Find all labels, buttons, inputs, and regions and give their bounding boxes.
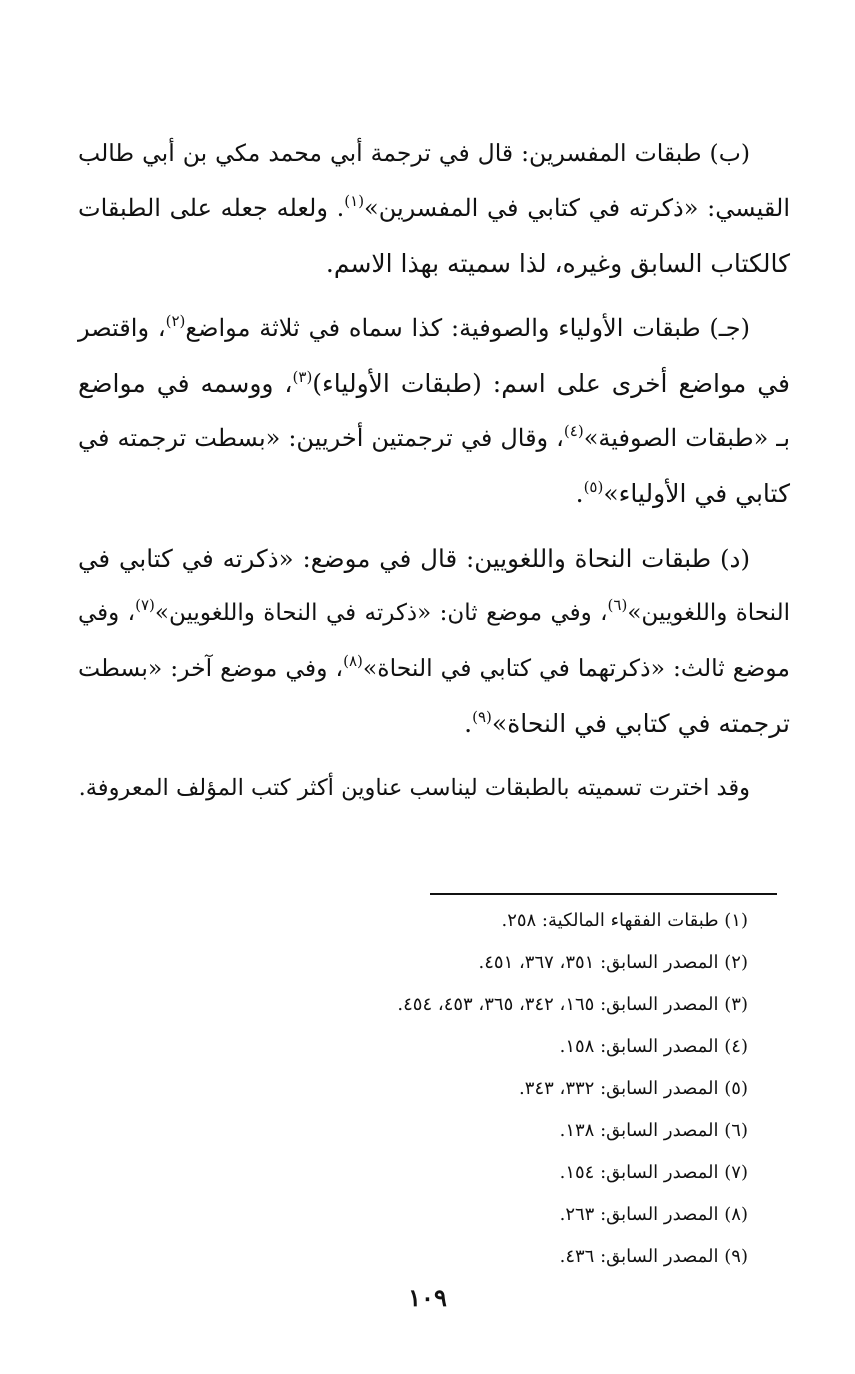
text-line bbox=[78, 411, 790, 466]
text-segment: . bbox=[464, 709, 473, 738]
text-segment: بـ «طبقات الصوفية» bbox=[583, 424, 791, 452]
text-segment: وقد اخترت تسميته بالطبقات ليناسب عناوين أكثر كتب المؤلف المعروفة. bbox=[78, 775, 750, 801]
footnote-9: (٩) المصدر السابق: ٤٣٦. bbox=[559, 1246, 748, 1267]
text-line bbox=[78, 126, 790, 181]
text-line bbox=[78, 641, 790, 696]
text-segment: (د) طبقات النحاة واللغويين: قال في موضع: «ذكرته في كتابي في bbox=[78, 544, 750, 573]
text-segment: (ب) طبقات المفسرين: قال في ترجمة أبي محمد مكي بن أبي طالب bbox=[78, 139, 750, 167]
footnote-3: (٣) المصدر السابق: ١٦٥، ٣٤٢، ٣٦٥، ٤٥٣، ٤٥٤. bbox=[397, 994, 748, 1015]
footnote-ref[interactable]: (٦) bbox=[607, 596, 628, 614]
footnote-ref[interactable]: (٥) bbox=[583, 478, 604, 496]
main-text bbox=[78, 126, 790, 816]
footnote-ref[interactable]: (٣) bbox=[292, 368, 313, 386]
footnote-ref[interactable]: (٢) bbox=[165, 312, 186, 330]
text-line bbox=[78, 181, 790, 236]
text-segment: النحاة واللغويين» bbox=[627, 600, 790, 626]
text-segment: ، وفي bbox=[78, 600, 136, 626]
text-segment: ، وفي موضع ثان: «ذكرته في النحاة واللغويين» bbox=[154, 600, 608, 626]
footnote-ref[interactable]: (١) bbox=[344, 192, 365, 210]
text-segment: في مواضع أخرى على اسم: (طبقات الأولياء) bbox=[312, 369, 791, 398]
text-segment: . ولعله جعله على الطبقات bbox=[78, 194, 345, 222]
text-segment: ، واقتصر bbox=[78, 314, 166, 342]
text-segment: كالكتاب السابق وغيره، لذا سميته بهذا الاسم. bbox=[325, 249, 790, 278]
paragraph-tabaqat-awliya bbox=[78, 301, 790, 521]
footnote-4: (٤) المصدر السابق: ١٥٨. bbox=[559, 1036, 748, 1057]
footnote-6: (٦) المصدر السابق: ١٣٨. bbox=[559, 1120, 748, 1141]
footnote-7: (٧) المصدر السابق: ١٥٤. bbox=[559, 1162, 748, 1183]
text-line bbox=[78, 696, 790, 751]
paragraph-tabaqat-nuhat bbox=[78, 531, 790, 751]
footnote-ref[interactable]: (٤) bbox=[563, 422, 584, 440]
text-segment: (جـ) طبقات الأولياء والصوفية: كذا سماه في ثلاثة مواضع bbox=[185, 314, 750, 342]
text-segment: القيسي: «ذكرته في كتابي في المفسرين» bbox=[364, 194, 790, 222]
text-line bbox=[78, 466, 790, 521]
footnote-1: (١) طبقات الفقهاء المالكية: ٢٥٨. bbox=[501, 910, 748, 931]
text-segment: ، وفي موضع آخر: «بسطت bbox=[78, 654, 344, 682]
footnote-2: (٢) المصدر السابق: ٣٥١، ٣٦٧، ٤٥١. bbox=[478, 952, 748, 973]
footnotes bbox=[188, 900, 748, 1278]
text-line bbox=[78, 236, 790, 291]
text-segment: موضع ثالث: «ذكرتهما في كتابي في النحاة» bbox=[362, 654, 790, 682]
text-line bbox=[78, 301, 790, 356]
text-segment: ، وقال في ترجمتين أخريين: «بسطت ترجمته في bbox=[78, 424, 564, 452]
footnote-5: (٥) المصدر السابق: ٣٣٢، ٣٤٣. bbox=[519, 1078, 748, 1099]
text-line bbox=[78, 356, 790, 411]
text-line bbox=[78, 761, 790, 816]
footnote-separator bbox=[430, 893, 777, 895]
paragraph-closing bbox=[78, 761, 790, 816]
text-line bbox=[78, 531, 790, 586]
text-segment: كتابي في الأولياء» bbox=[603, 479, 790, 508]
footnote-ref[interactable]: (٧) bbox=[135, 596, 155, 614]
text-line bbox=[78, 586, 790, 641]
page-number: ١٠٩ bbox=[408, 1283, 447, 1312]
footnote-8: (٨) المصدر السابق: ٢٦٣. bbox=[559, 1204, 748, 1225]
footnote-ref[interactable]: (٨) bbox=[343, 652, 363, 670]
text-segment: ، ووسمه في مواضع bbox=[78, 369, 293, 398]
text-segment: ترجمته في كتابي في النحاة» bbox=[491, 709, 790, 738]
text-segment: . bbox=[575, 479, 584, 508]
footnote-ref[interactable]: (٩) bbox=[472, 708, 492, 726]
paragraph-tabaqat-mufassirin bbox=[78, 126, 790, 291]
